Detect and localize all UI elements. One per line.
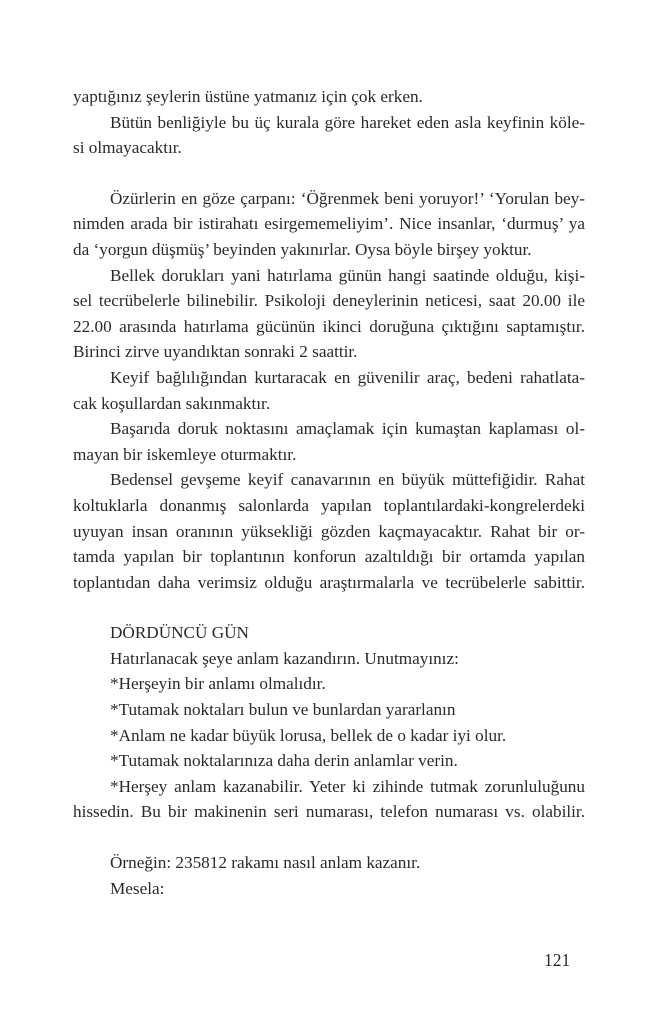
text-line: tamda yapılan bir toplantının konforun azaltıldığı bir ortamda yapılan [73,547,585,567]
text-line: cak koşullardan sakınmaktır. [73,393,271,413]
text-line: mayan bir iskemleye oturmaktır. [73,444,297,464]
paragraph-block-4 [73,850,585,901]
text-line: nimden arada bir istirahatı esirgememeliyim’. Nice insanlar, ‘durmuş’ ya [73,214,585,234]
text-line: si olmayacaktır. [73,138,182,158]
text-line: da ‘yorgun düşmüş’ beyinden yakınırlar. Oysa böyle birşey yoktur. [73,239,532,259]
text-line: Keyif bağlılığından kurtaracak en güvenilir araç, bedeni rahatlata- [110,367,585,387]
text-line: Bellek dorukları yani hatırlama günün hangi saatinde olduğu, kişi- [110,265,585,285]
bullet-line: *Tutamak noktaları bulun ve bunlardan yararlanın [110,700,456,720]
section-spacer [73,161,585,186]
text-line: Birinci zirve uyandıktan sonraki 2 saattir. [73,342,358,362]
text-line: koltuklarla donanmış salonlarda yapılan toplantılardaki-kongrelerdeki [73,495,585,515]
paragraph-block-3 [73,620,585,825]
text-line: 22.00 arasında hatırlama gücünün ikinci doruğuna çıktığını saptamıştır. [73,316,585,336]
section-spacer [73,825,585,850]
bullet-line: *Anlam ne kadar büyük lorusa, bellek de o kadar iyi olur. [110,725,507,745]
text-line: yaptığınız şeylerin üstüne yatmanız için çok erken. [73,87,423,106]
bullet-line: *Herşey anlam kazanabilir. Yeter ki zihinde tutmak zorunluluğunu [110,776,585,796]
text-line: hissedin. Bu bir makinenin seri numarası, telefon numarası vs. olabilir. [73,802,585,822]
section-heading: DÖRDÜNCÜ GÜN [110,623,249,643]
page-number: 121 [544,950,571,970]
text-line: Bedensel gevşeme keyif canavarının en büyük müttefiğidir. Rahat [110,470,585,490]
paragraph-block-1 [73,84,585,161]
bullet-line: *Tutamak noktalarınıza daha derin anlamlar verin. [110,751,458,771]
text-line: toplantıdan daha verimsiz olduğu araştırmalarla ve tecrübelerle sabittir. [73,572,585,592]
text-line: uyuyan insan oranının yüksekliği gözden kaçmayacaktır. Rahat bir or- [73,521,585,541]
paragraph-block-2 [73,186,585,596]
text-line: Mesela: [110,878,165,898]
text-line: Bütün benliğiyle bu üç kurala göre hareket eden asla keyfinin köle- [110,112,585,132]
text-line: Hatırlanacak şeye anlam kazandırın. Unutmayınız: [110,648,459,668]
text-line: sel tecrübelerle bilinebilir. Psikoloji deneylerinin neticesi, saat 20.00 ile [73,291,585,311]
book-page-body [73,84,585,901]
bullet-line: *Herşeyin bir anlamı olmalıdır. [110,674,326,694]
text-line: Başarıda doruk noktasını amaçlamak için kumaştan kaplaması ol- [110,419,585,439]
text-line: Örneğin: 235812 rakamı nasıl anlam kazanır. [110,853,421,873]
section-spacer [73,595,585,620]
text-line: Özürlerin en göze çarpanı: ‘Öğrenmek beni yoruyor!’ ‘Yorulan bey- [110,188,585,208]
